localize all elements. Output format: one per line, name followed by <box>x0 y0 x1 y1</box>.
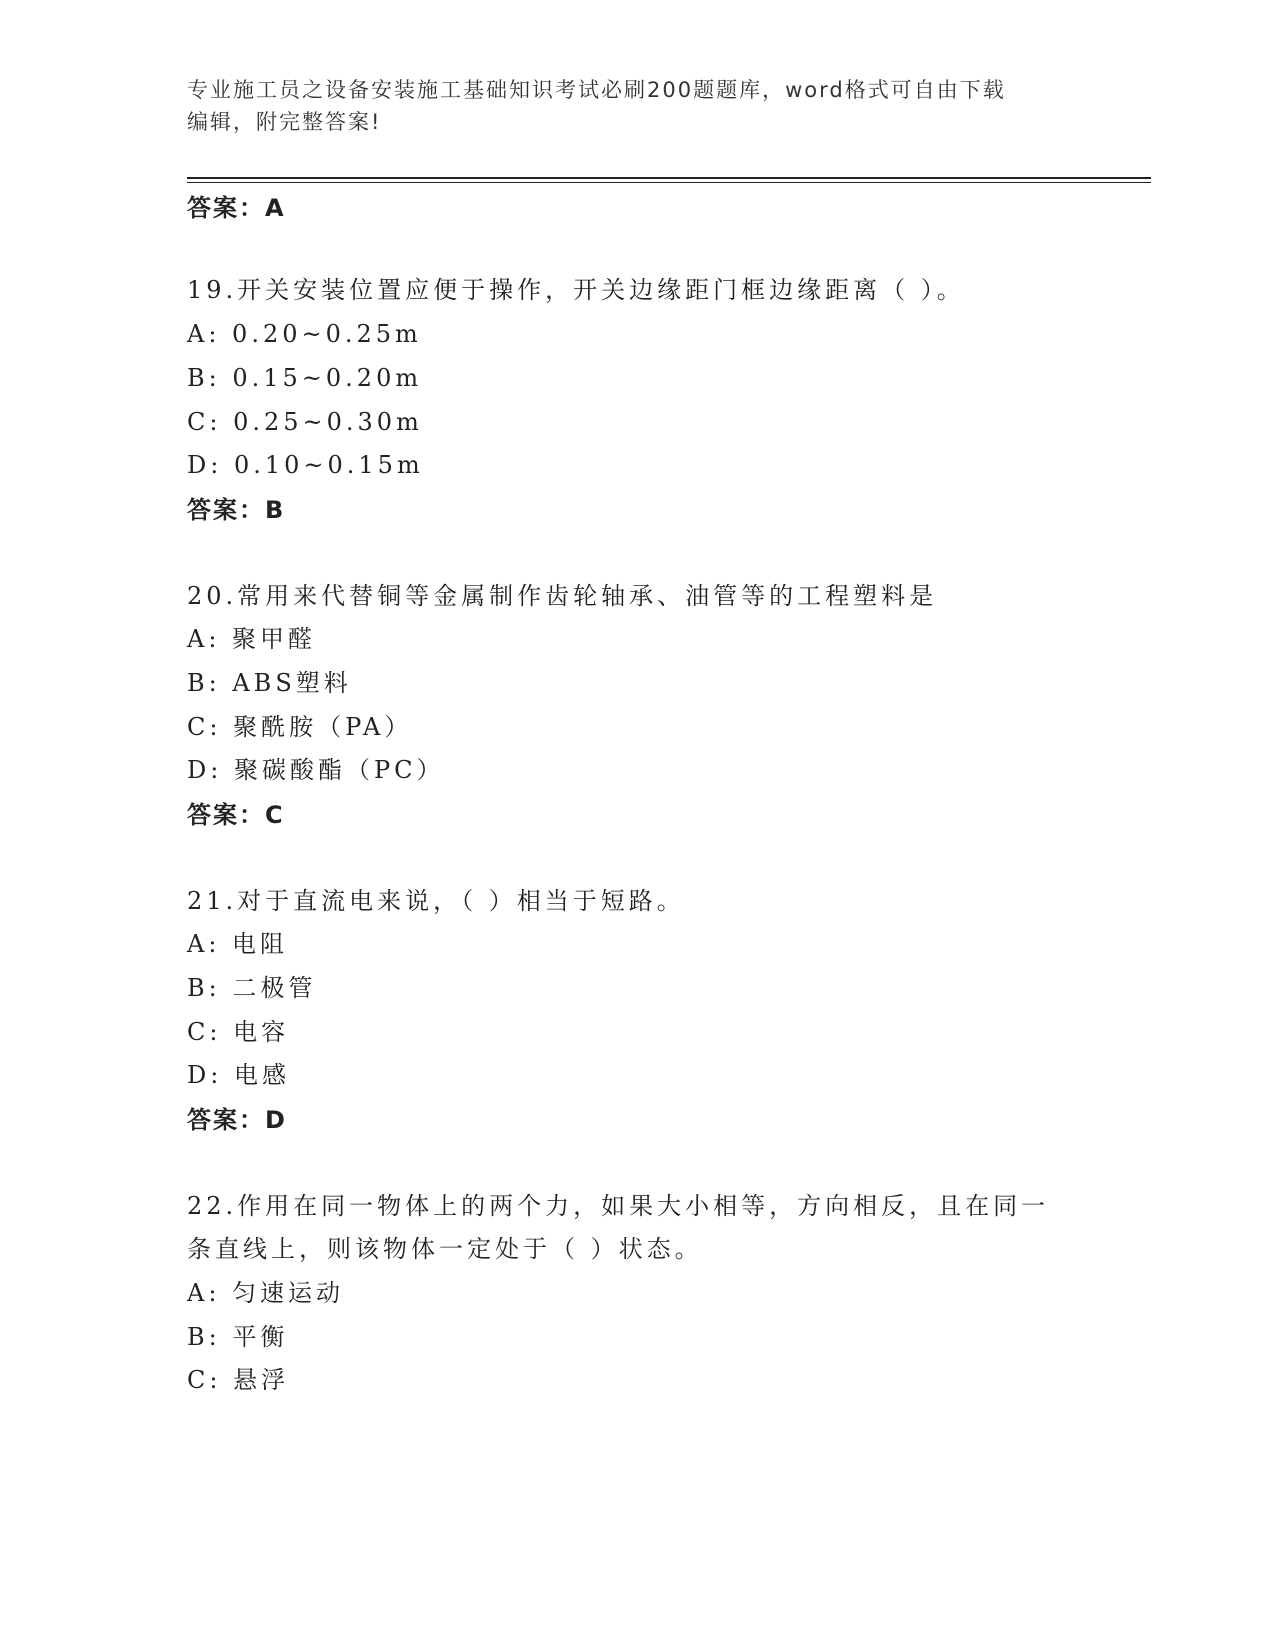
question-21-option-a: A: 电阻 <box>187 930 289 958</box>
question-19-stem: 19.开关安装位置应便于操作，开关边缘距门框边缘距离（ ）。 <box>187 276 965 304</box>
question-21-option-b: B: 二极管 <box>187 974 317 1002</box>
question-22-option-c: C: 悬浮 <box>187 1366 290 1394</box>
answer-q21: 答案：D <box>187 1106 287 1134</box>
question-20-option-b: B: ABS塑料 <box>187 669 352 697</box>
answer-q20: 答案：C <box>187 801 285 829</box>
question-20-option-d: D: 聚碳酸酯（PC） <box>187 756 445 784</box>
document-header <box>187 74 1087 138</box>
header-title-line-1: 专业施工员之设备安装施工基础知识考试必刷200题题库，word格式可自由下载 <box>187 78 1006 102</box>
question-19-option-d: D: 0.10~0.15m <box>187 451 424 479</box>
question-21-option-d: D: 电感 <box>187 1061 290 1089</box>
question-22-stem-line-1: 22.作用在同一物体上的两个力，如果大小相等，方向相反，且在同一 <box>187 1192 1050 1220</box>
question-19-option-c: C: 0.25~0.30m <box>187 408 423 436</box>
header-divider-thin <box>187 182 1151 183</box>
question-21-option-c: C: 电容 <box>187 1018 290 1046</box>
question-19-option-b: B: 0.15~0.20m <box>187 364 423 392</box>
question-20-option-c: C: 聚酰胺（PA） <box>187 713 413 741</box>
question-22-option-a: A: 匀速运动 <box>187 1279 345 1307</box>
header-divider-thick <box>187 177 1151 179</box>
question-21-stem: 21.对于直流电来说，（ ）相当于短路。 <box>187 887 685 915</box>
question-20-option-a: A: 聚甲醛 <box>187 625 317 653</box>
answer-q18: 答案：A <box>187 194 286 222</box>
question-19-option-a: A: 0.20~0.25m <box>187 320 422 348</box>
answer-q19: 答案：B <box>187 496 286 524</box>
question-20-stem: 20.常用来代替铜等金属制作齿轮轴承、油管等的工程塑料是 <box>187 582 938 610</box>
question-22-option-b: B: 平衡 <box>187 1323 289 1351</box>
header-title-line-2: 编辑，附完整答案! <box>187 110 382 134</box>
question-22-stem-line-2: 条直线上，则该物体一定处于（ ）状态。 <box>187 1235 703 1263</box>
